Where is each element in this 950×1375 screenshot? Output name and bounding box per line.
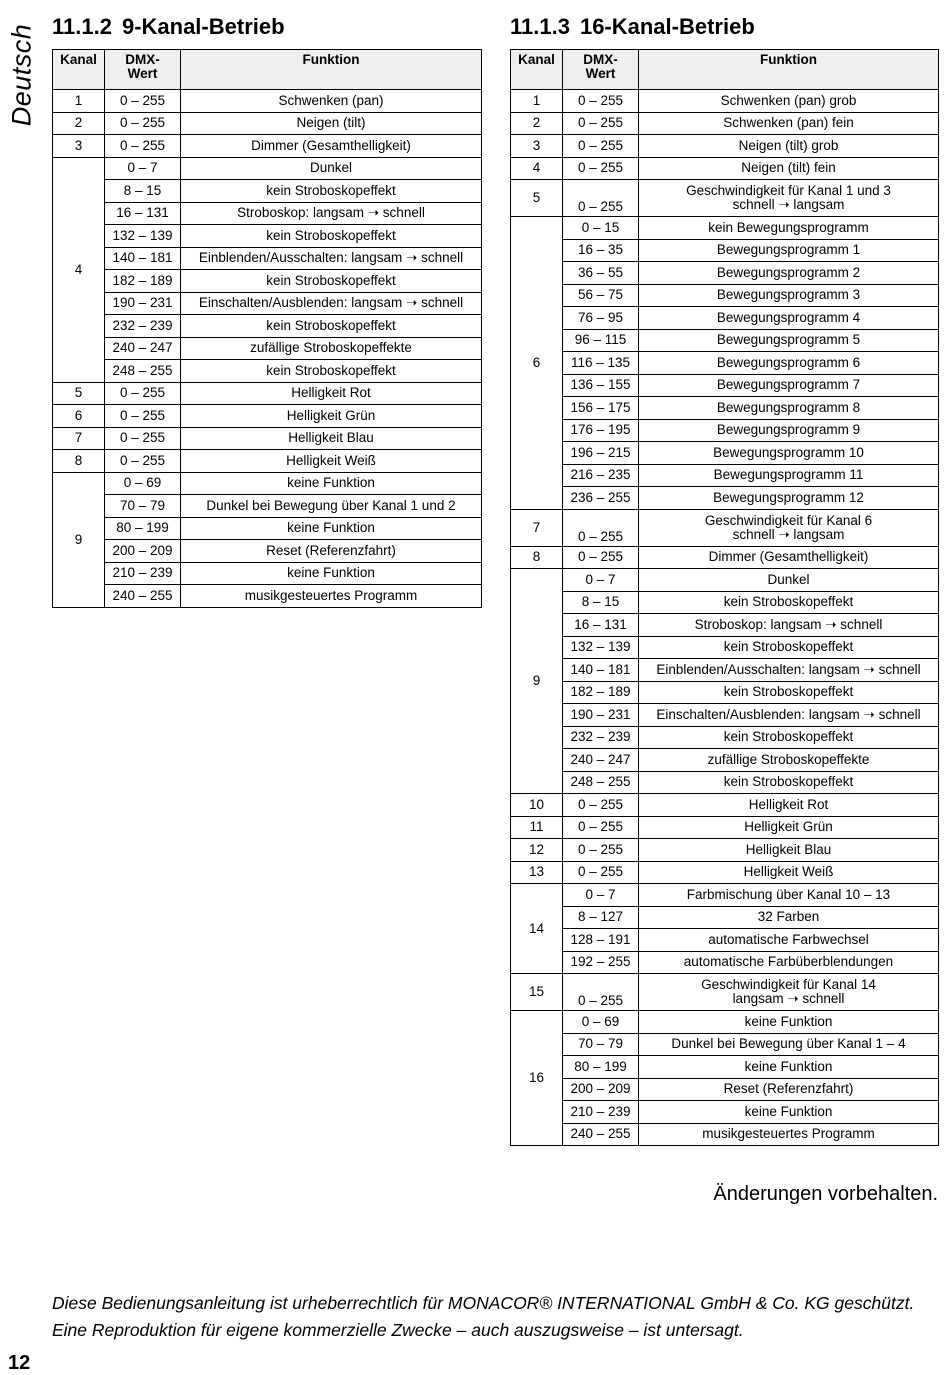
table-row bbox=[53, 270, 482, 293]
dmx-value-cell: 176 – 195 bbox=[563, 419, 639, 442]
dmx-value-cell: 0 – 255 bbox=[563, 135, 639, 158]
function-cell: Einblenden/Ausschalten: langsam ➝ schnell bbox=[181, 247, 482, 270]
table-row bbox=[511, 974, 939, 1011]
table-row bbox=[511, 329, 939, 352]
function-cell: Bewegungsprogramm 5 bbox=[639, 329, 939, 352]
dmx-value-cell: 196 – 215 bbox=[563, 442, 639, 465]
dmx-value-cell: 0 – 69 bbox=[563, 1011, 639, 1034]
function-cell: Einschalten/Ausblenden: langsam ➝ schnell bbox=[639, 704, 939, 727]
dmx-value-cell: 76 – 95 bbox=[563, 307, 639, 330]
dmx-value-cell: 216 – 235 bbox=[563, 464, 639, 487]
channel-cell: 13 bbox=[511, 861, 563, 884]
dmx-value-cell: 116 – 135 bbox=[563, 352, 639, 375]
table-row bbox=[511, 157, 939, 180]
channel-cell: 7 bbox=[511, 509, 563, 546]
table-row bbox=[53, 540, 482, 563]
table-row bbox=[511, 217, 939, 240]
function-cell: kein Stroboskopeffekt bbox=[639, 726, 939, 749]
function-cell: kein Stroboskopeffekt bbox=[639, 636, 939, 659]
function-cell: Helligkeit Grün bbox=[639, 816, 939, 839]
function-cell: Dunkel bei Bewegung über Kanal 1 und 2 bbox=[181, 495, 482, 518]
dmx-value-cell: 200 – 209 bbox=[563, 1078, 639, 1101]
language-label-text: Deutsch bbox=[6, 23, 37, 127]
header-dmx-line1: DMX- bbox=[583, 52, 618, 67]
table-row bbox=[511, 1033, 939, 1056]
section-9-channel bbox=[52, 14, 482, 608]
dmx-value-cell: 132 – 139 bbox=[105, 225, 181, 248]
function-cell: kein Stroboskopeffekt bbox=[181, 270, 482, 293]
table-row bbox=[53, 180, 482, 203]
dmx-value-cell: 0 – 255 bbox=[105, 135, 181, 158]
function-cell: zufällige Stroboskopeffekte bbox=[181, 337, 482, 360]
header-dmx-line1: DMX- bbox=[125, 52, 160, 67]
dmx-value-cell: 8 – 127 bbox=[563, 906, 639, 929]
function-line-2: schnell ➝ langsam bbox=[732, 526, 845, 542]
section-heading bbox=[510, 14, 939, 40]
table-row bbox=[511, 749, 939, 772]
table-row bbox=[511, 262, 939, 285]
table-row bbox=[511, 374, 939, 397]
function-cell: automatische Farbwechsel bbox=[639, 929, 939, 952]
channel-cell: 1 bbox=[511, 90, 563, 113]
channel-cell: 5 bbox=[53, 382, 105, 405]
table-row bbox=[511, 659, 939, 682]
section-title: 16-Kanal-Betrieb bbox=[579, 14, 755, 39]
dmx-value-cell: 0 – 255 bbox=[563, 861, 639, 884]
table-row bbox=[53, 405, 482, 428]
dmx-value-cell: 140 – 181 bbox=[105, 247, 181, 270]
dmx-value-cell: 190 – 231 bbox=[563, 704, 639, 727]
table-row bbox=[511, 884, 939, 907]
function-cell: Bewegungsprogramm 7 bbox=[639, 374, 939, 397]
function-cell: Helligkeit Rot bbox=[181, 382, 482, 405]
function-cell: Dunkel bbox=[181, 157, 482, 180]
dmx-value-cell: 0 – 255 bbox=[563, 90, 639, 113]
table-row bbox=[53, 135, 482, 158]
table-row bbox=[53, 112, 482, 135]
dmx-value-cell: 0 – 255 bbox=[563, 816, 639, 839]
dmx-value-cell: 0 – 255 bbox=[563, 546, 639, 569]
dmx-value-cell: 96 – 115 bbox=[563, 329, 639, 352]
dmx-value-cell: 140 – 181 bbox=[563, 659, 639, 682]
function-cell: Neigen (tilt) grob bbox=[639, 135, 939, 158]
table-row bbox=[53, 427, 482, 450]
channel-cell: 4 bbox=[511, 157, 563, 180]
function-cell: kein Stroboskopeffekt bbox=[181, 225, 482, 248]
table-row bbox=[511, 239, 939, 262]
function-cell: Einblenden/Ausschalten: langsam ➝ schnell bbox=[639, 659, 939, 682]
function-cell: Neigen (tilt) bbox=[181, 112, 482, 135]
function-cell: Helligkeit Weiß bbox=[639, 861, 939, 884]
header-channel: Kanal bbox=[53, 50, 105, 90]
function-cell: Bewegungsprogramm 4 bbox=[639, 307, 939, 330]
copyright-line-1: Diese Bedienungsanleitung ist urheberrechtlich für MONACOR® INTERNATIONAL GmbH & Co. KG geschützt. bbox=[52, 1293, 915, 1313]
table-row bbox=[511, 90, 939, 113]
function-cell bbox=[639, 974, 939, 1011]
header-dmx bbox=[105, 50, 181, 90]
copyright-line-2: Eine Reproduktion für eigene kommerzielle Zwecke – auch auszugsweise – ist untersagt. bbox=[52, 1320, 744, 1340]
function-cell: musikgesteuertes Programm bbox=[639, 1123, 939, 1146]
dmx-value-cell: 0 – 255 bbox=[105, 427, 181, 450]
dmx-value-cell: 128 – 191 bbox=[563, 929, 639, 952]
table-row bbox=[511, 839, 939, 862]
dmx-value-cell: 232 – 239 bbox=[105, 315, 181, 338]
function-cell: Dunkel bbox=[639, 569, 939, 592]
dmx-value-cell: 182 – 189 bbox=[563, 681, 639, 704]
table-row bbox=[53, 360, 482, 383]
table-row bbox=[511, 951, 939, 974]
table-row bbox=[53, 225, 482, 248]
function-cell: Bewegungsprogramm 1 bbox=[639, 239, 939, 262]
table-row bbox=[53, 292, 482, 315]
channel-cell: 9 bbox=[511, 569, 563, 794]
function-cell: Bewegungsprogramm 3 bbox=[639, 284, 939, 307]
function-cell: Bewegungsprogramm 6 bbox=[639, 352, 939, 375]
dmx-value-cell: 210 – 239 bbox=[105, 562, 181, 585]
dmx-value-cell: 156 – 175 bbox=[563, 397, 639, 420]
table-row bbox=[511, 1056, 939, 1079]
function-cell: Helligkeit Weiß bbox=[181, 450, 482, 473]
dmx-value-cell: 136 – 155 bbox=[563, 374, 639, 397]
function-cell: keine Funktion bbox=[181, 472, 482, 495]
dmx-value-cell: 16 – 131 bbox=[105, 202, 181, 225]
table-row bbox=[511, 906, 939, 929]
table-row bbox=[511, 546, 939, 569]
function-cell bbox=[639, 180, 939, 217]
dmx-table-9-channel bbox=[52, 49, 482, 608]
dmx-value-cell: 80 – 199 bbox=[105, 517, 181, 540]
function-cell: Dunkel bei Bewegung über Kanal 1 – 4 bbox=[639, 1033, 939, 1056]
table-row bbox=[511, 112, 939, 135]
table-row bbox=[511, 681, 939, 704]
dmx-value-cell: 0 – 255 bbox=[105, 405, 181, 428]
function-cell: Farbmischung über Kanal 10 – 13 bbox=[639, 884, 939, 907]
table-header-row bbox=[53, 50, 482, 90]
dmx-value-cell: 248 – 255 bbox=[105, 360, 181, 383]
channel-cell: 2 bbox=[511, 112, 563, 135]
function-cell: Bewegungsprogramm 11 bbox=[639, 464, 939, 487]
function-cell: Neigen (tilt) fein bbox=[639, 157, 939, 180]
function-cell: musikgesteuertes Programm bbox=[181, 585, 482, 608]
table-row bbox=[511, 816, 939, 839]
table-row bbox=[511, 284, 939, 307]
dmx-value-cell: 8 – 15 bbox=[105, 180, 181, 203]
dmx-value-cell: 240 – 255 bbox=[105, 585, 181, 608]
channel-cell: 14 bbox=[511, 884, 563, 974]
section-16-channel bbox=[510, 14, 939, 1146]
dmx-value-cell: 240 – 255 bbox=[563, 1123, 639, 1146]
header-dmx-line2: Wert bbox=[127, 66, 158, 81]
section-number: 11.1.2 bbox=[52, 14, 112, 39]
function-cell: keine Funktion bbox=[639, 1101, 939, 1124]
table-row bbox=[53, 315, 482, 338]
table-row bbox=[511, 419, 939, 442]
dmx-value-cell: 0 – 255 bbox=[563, 509, 639, 546]
table-row bbox=[53, 90, 482, 113]
dmx-value-cell: 56 – 75 bbox=[563, 284, 639, 307]
channel-cell: 2 bbox=[53, 112, 105, 135]
channel-cell: 16 bbox=[511, 1011, 563, 1146]
function-cell: Schwenken (pan) grob bbox=[639, 90, 939, 113]
dmx-value-cell: 0 – 7 bbox=[563, 884, 639, 907]
table-row bbox=[511, 307, 939, 330]
function-cell: Dimmer (Gesamthelligkeit) bbox=[181, 135, 482, 158]
function-cell: Bewegungsprogramm 2 bbox=[639, 262, 939, 285]
function-cell: Einschalten/Ausblenden: langsam ➝ schnell bbox=[181, 292, 482, 315]
function-cell: Dimmer (Gesamthelligkeit) bbox=[639, 546, 939, 569]
table-row bbox=[511, 1078, 939, 1101]
table-row bbox=[511, 352, 939, 375]
function-cell: kein Stroboskopeffekt bbox=[639, 591, 939, 614]
table-row bbox=[53, 585, 482, 608]
function-line-1: Geschwindigkeit für Kanal 6 bbox=[704, 512, 873, 528]
header-function: Funktion bbox=[181, 50, 482, 90]
table-row bbox=[511, 442, 939, 465]
function-cell: Bewegungsprogramm 9 bbox=[639, 419, 939, 442]
table-row bbox=[511, 180, 939, 217]
function-cell: kein Stroboskopeffekt bbox=[639, 681, 939, 704]
function-cell: kein Stroboskopeffekt bbox=[181, 360, 482, 383]
channel-cell: 8 bbox=[53, 450, 105, 473]
dmx-value-cell: 240 – 247 bbox=[563, 749, 639, 772]
table-row bbox=[53, 495, 482, 518]
page-number: 12 bbox=[8, 1352, 31, 1374]
dmx-value-cell: 0 – 255 bbox=[105, 450, 181, 473]
table-row bbox=[53, 450, 482, 473]
function-cell: Helligkeit Blau bbox=[181, 427, 482, 450]
function-cell: keine Funktion bbox=[639, 1011, 939, 1034]
dmx-value-cell: 80 – 199 bbox=[563, 1056, 639, 1079]
function-line-2: langsam ➝ schnell bbox=[732, 991, 845, 1006]
dmx-value-cell: 0 – 255 bbox=[563, 180, 639, 217]
table-row bbox=[511, 1101, 939, 1124]
function-line-1: Geschwindigkeit für Kanal 14 bbox=[701, 977, 876, 992]
channel-cell: 3 bbox=[53, 135, 105, 158]
dmx-value-cell: 248 – 255 bbox=[563, 771, 639, 794]
table-row bbox=[511, 1123, 939, 1146]
function-cell: Bewegungsprogramm 10 bbox=[639, 442, 939, 465]
section-heading bbox=[52, 14, 482, 40]
table-row bbox=[511, 861, 939, 884]
table-row bbox=[511, 1011, 939, 1034]
channel-cell: 3 bbox=[511, 135, 563, 158]
table-row bbox=[511, 794, 939, 817]
dmx-value-cell: 0 – 7 bbox=[105, 157, 181, 180]
dmx-value-cell: 200 – 209 bbox=[105, 540, 181, 563]
channel-cell: 9 bbox=[53, 472, 105, 607]
function-cell: automatische Farbüberblendungen bbox=[639, 951, 939, 974]
table-row bbox=[511, 569, 939, 592]
table-row bbox=[53, 382, 482, 405]
table-row bbox=[511, 397, 939, 420]
dmx-value-cell: 0 – 255 bbox=[563, 794, 639, 817]
function-cell: Stroboskop: langsam ➝ schnell bbox=[181, 202, 482, 225]
channel-cell: 11 bbox=[511, 816, 563, 839]
dmx-value-cell: 192 – 255 bbox=[563, 951, 639, 974]
table-row bbox=[511, 726, 939, 749]
dmx-value-cell: 0 – 255 bbox=[105, 112, 181, 135]
function-cell bbox=[639, 509, 939, 546]
header-function: Funktion bbox=[639, 50, 939, 90]
channel-cell: 5 bbox=[511, 180, 563, 217]
table-row bbox=[511, 929, 939, 952]
channel-cell: 1 bbox=[53, 90, 105, 113]
table-header-row bbox=[511, 50, 939, 90]
dmx-value-cell: 0 – 7 bbox=[563, 569, 639, 592]
dmx-value-cell: 36 – 55 bbox=[563, 262, 639, 285]
side-language-label bbox=[4, 20, 40, 130]
table-row bbox=[511, 614, 939, 637]
table-row bbox=[53, 337, 482, 360]
dmx-value-cell: 210 – 239 bbox=[563, 1101, 639, 1124]
copyright-notice bbox=[52, 1290, 942, 1344]
function-cell: zufällige Stroboskopeffekte bbox=[639, 749, 939, 772]
dmx-table-16-channel bbox=[510, 49, 939, 1146]
section-number: 11.1.3 bbox=[510, 14, 570, 39]
function-cell: kein Bewegungsprogramm bbox=[639, 217, 939, 240]
channel-cell: 7 bbox=[53, 427, 105, 450]
channel-cell: 12 bbox=[511, 839, 563, 862]
table-row bbox=[53, 517, 482, 540]
function-cell: kein Stroboskopeffekt bbox=[639, 771, 939, 794]
function-cell: Helligkeit Blau bbox=[639, 839, 939, 862]
function-cell: kein Stroboskopeffekt bbox=[181, 315, 482, 338]
dmx-value-cell: 0 – 255 bbox=[563, 157, 639, 180]
table-row bbox=[511, 591, 939, 614]
function-cell: Bewegungsprogramm 8 bbox=[639, 397, 939, 420]
dmx-value-cell: 0 – 15 bbox=[563, 217, 639, 240]
table-row bbox=[53, 202, 482, 225]
dmx-value-cell: 16 – 131 bbox=[563, 614, 639, 637]
table-row bbox=[53, 247, 482, 270]
dmx-value-cell: 182 – 189 bbox=[105, 270, 181, 293]
header-dmx bbox=[563, 50, 639, 90]
function-cell: keine Funktion bbox=[639, 1056, 939, 1079]
table-row bbox=[511, 771, 939, 794]
table-row bbox=[511, 636, 939, 659]
function-cell: Schwenken (pan) fein bbox=[639, 112, 939, 135]
dmx-value-cell: 0 – 255 bbox=[563, 112, 639, 135]
header-dmx-line2: Wert bbox=[585, 66, 616, 81]
channel-cell: 15 bbox=[511, 974, 563, 1011]
table-row bbox=[511, 464, 939, 487]
function-cell: Helligkeit Rot bbox=[639, 794, 939, 817]
dmx-value-cell: 16 – 35 bbox=[563, 239, 639, 262]
function-cell: keine Funktion bbox=[181, 517, 482, 540]
function-cell: keine Funktion bbox=[181, 562, 482, 585]
table-row bbox=[53, 472, 482, 495]
dmx-value-cell: 240 – 247 bbox=[105, 337, 181, 360]
table-row bbox=[511, 487, 939, 510]
table-row bbox=[511, 704, 939, 727]
channel-cell: 6 bbox=[53, 405, 105, 428]
function-cell: Bewegungsprogramm 12 bbox=[639, 487, 939, 510]
function-cell: kein Stroboskopeffekt bbox=[181, 180, 482, 203]
channel-cell: 8 bbox=[511, 546, 563, 569]
dmx-value-cell: 70 – 79 bbox=[563, 1033, 639, 1056]
dmx-value-cell: 8 – 15 bbox=[563, 591, 639, 614]
function-cell: Stroboskop: langsam ➝ schnell bbox=[639, 614, 939, 637]
function-line-2: schnell ➝ langsam bbox=[732, 197, 845, 212]
function-cell: Schwenken (pan) bbox=[181, 90, 482, 113]
dmx-value-cell: 0 – 255 bbox=[563, 974, 639, 1011]
channel-cell: 10 bbox=[511, 794, 563, 817]
dmx-value-cell: 232 – 239 bbox=[563, 726, 639, 749]
function-cell: Helligkeit Grün bbox=[181, 405, 482, 428]
channel-cell: 4 bbox=[53, 157, 105, 382]
function-cell: 32 Farben bbox=[639, 906, 939, 929]
function-line-1: Geschwindigkeit für Kanal 1 und 3 bbox=[686, 183, 891, 198]
table-row bbox=[53, 157, 482, 180]
dmx-value-cell: 236 – 255 bbox=[563, 487, 639, 510]
dmx-value-cell: 0 – 255 bbox=[105, 382, 181, 405]
channel-cell: 6 bbox=[511, 217, 563, 510]
dmx-value-cell: 0 – 255 bbox=[105, 90, 181, 113]
dmx-value-cell: 70 – 79 bbox=[105, 495, 181, 518]
header-channel: Kanal bbox=[511, 50, 563, 90]
dmx-value-cell: 0 – 69 bbox=[105, 472, 181, 495]
table-row bbox=[53, 562, 482, 585]
section-title: 9-Kanal-Betrieb bbox=[121, 14, 285, 39]
changes-reserved-notice: Änderungen vorbehalten. bbox=[713, 1183, 938, 1205]
function-cell: Reset (Referenzfahrt) bbox=[639, 1078, 939, 1101]
table-row bbox=[511, 135, 939, 158]
dmx-value-cell: 190 – 231 bbox=[105, 292, 181, 315]
dmx-value-cell: 132 – 139 bbox=[563, 636, 639, 659]
table-row bbox=[511, 509, 939, 546]
dmx-value-cell: 0 – 255 bbox=[563, 839, 639, 862]
function-cell: Reset (Referenzfahrt) bbox=[181, 540, 482, 563]
